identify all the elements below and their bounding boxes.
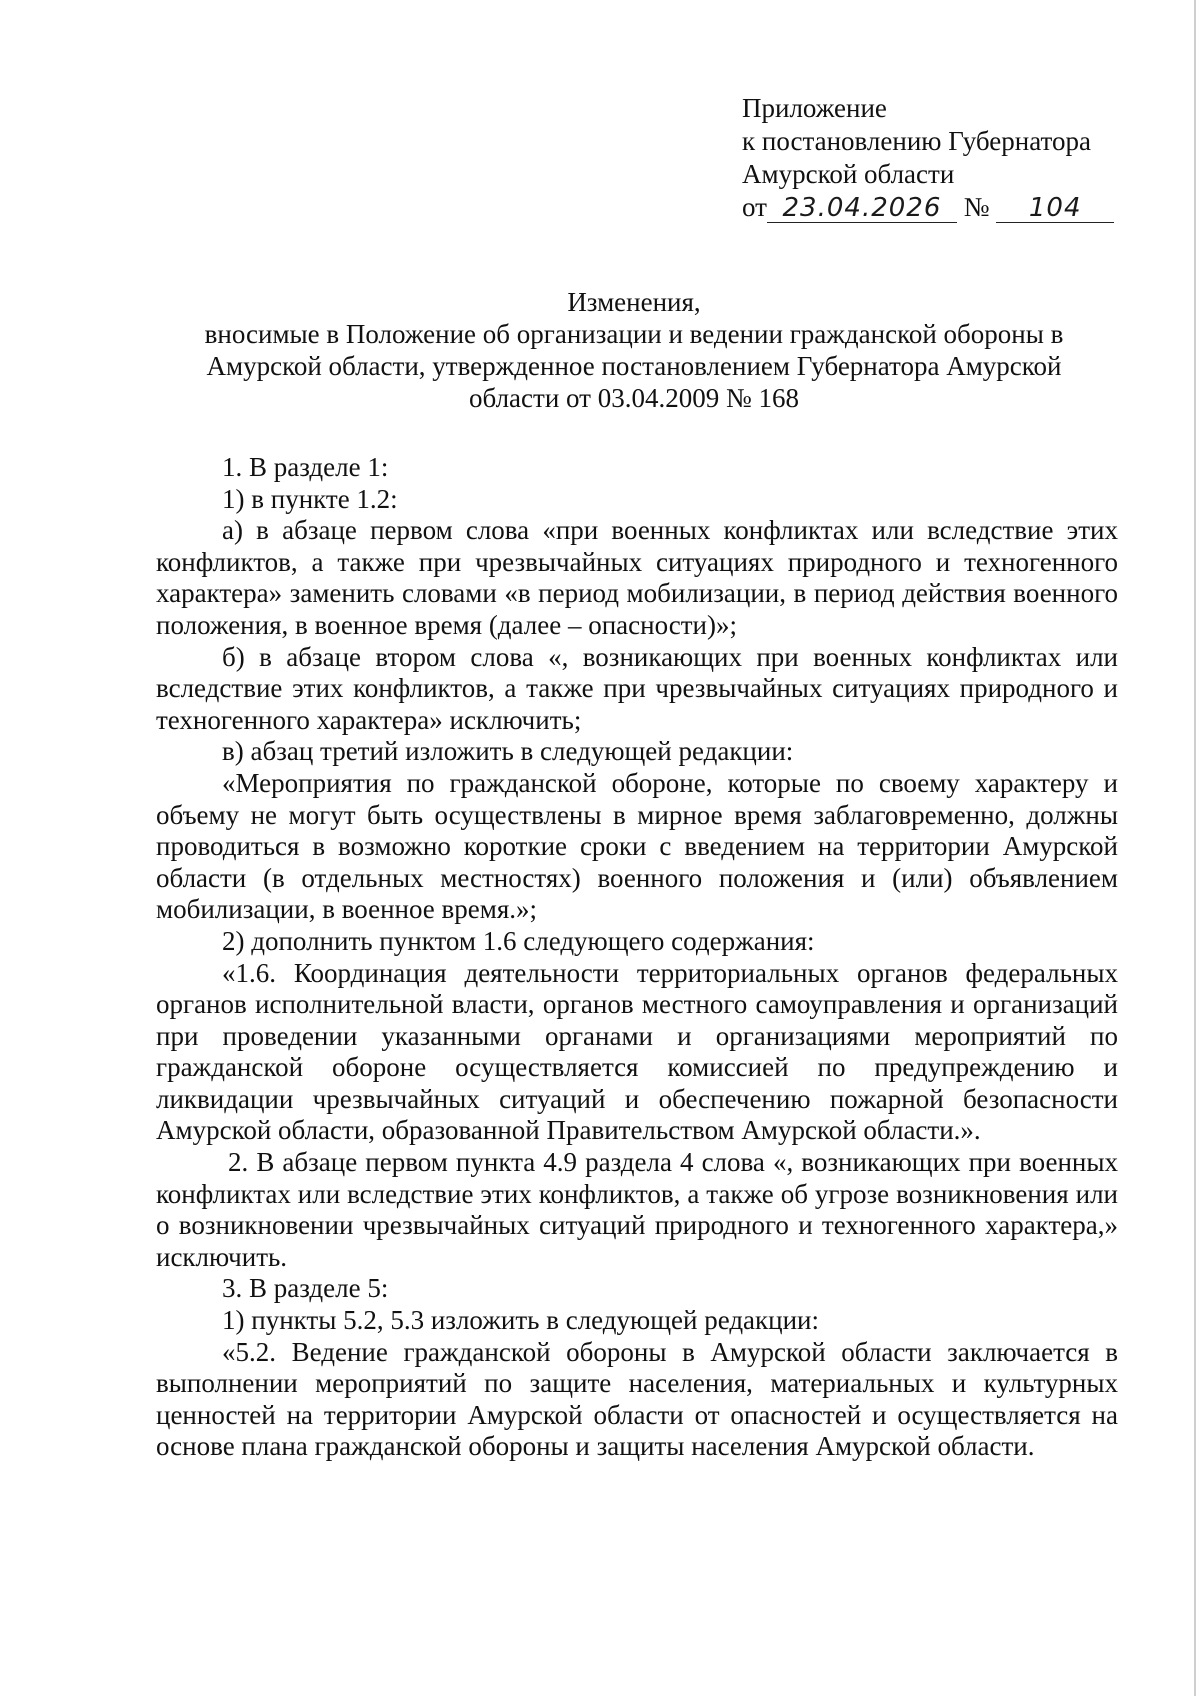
number-sign: № [963, 192, 990, 222]
title-subtitle-line-2: Амурской области, утвержденное постановлением Губернатора Амурской [206, 351, 1062, 381]
paragraph-section-5: 3. В разделе 5: [222, 1273, 389, 1304]
attachment-line-2: к постановлению Губернатора [742, 126, 1091, 156]
paragraph-item-1-2: 1) в пункте 1.2: [222, 483, 398, 514]
paragraph-section-1: 1. В разделе 1: [222, 452, 389, 482]
title-subtitle-line-3: области от 03.04.2009 № 168 [469, 383, 799, 413]
attachment-line-3: Амурской области [742, 159, 955, 189]
attachment-line-1: Приложение [742, 93, 887, 123]
handwritten-date: 23.04.2026 [767, 194, 957, 223]
paragraph-item-1-6-add: 2) дополнить пунктом 1.6 следующего содержания: [222, 925, 815, 956]
document-title [150, 286, 1118, 414]
paragraph-quote-measures: «Мероприятия по гражданской обороне, которые по своему характеру и объему не могут быть осуществлены в мирное время заблаговременно, должны проводиться в возможно короткие сроки с введением на территории Амурской области (в отдельных местностях) военного положения и (или) объявлением мобилизации, в военное время.»; [156, 767, 1118, 925]
handwritten-number: 104 [996, 194, 1114, 223]
paragraph-subitem-b: б) в абзаце втором слова «, возникающих при военных конфликтах или вследствие этих конфликтов, а также при чрезвычайных ситуациях природного и техногенного характера» исключить; [156, 641, 1118, 735]
date-prefix: от [742, 192, 767, 222]
document-body [156, 452, 1118, 1463]
attachment-block [742, 92, 1114, 224]
title-subtitle-line-1: вносимые в Положение об организации и ведении гражданской обороны в [204, 319, 1064, 349]
paragraph-quote-1-6: «1.6. Координация деятельности территориальных органов федеральных органов исполнительной власти, органов местного самоуправления и организаций при проведении указанными органами и организациями мероприятий по гражданской обороне осуществляется комиссией по предупреждению и ликвидации чрезвычайных ситуаций и обеспечению пожарной безопасности Амурской области, образованной Правительством Амурской области.». [156, 957, 1118, 1146]
paragraph-subitem-v: в) абзац третий изложить в следующей редакции: [222, 736, 794, 767]
scan-edge-line [1194, 0, 1196, 1696]
paragraph-section-4-9: 2. В абзаце первом пункта 4.9 раздела 4 слова «, возникающих при военных конфликтах или вследствие этих конфликтов, а также об угрозе возникновения или о возникновении чрезвычайных ситуаций природного и техногенного характера,» исключить. [156, 1147, 1118, 1272]
paragraph-items-5-2-5-3: 1) пункты 5.2, 5.3 изложить в следующей редакции: [222, 1305, 820, 1336]
paragraph-quote-5-2: «5.2. Ведение гражданской обороны в Амурской области заключается в выполнении мероприятий по защите населения, материальных и культурных ценностей на территории Амурской области от опасностей и осуществляется на основе плана гражданской обороны и защиты населения Амурской области. [156, 1336, 1118, 1462]
attachment-date-line [742, 191, 1114, 224]
paragraph-subitem-a: а) в абзаце первом слова «при военных конфликтах или вследствие этих конфликтов, а также при чрезвычайных ситуациях природного и техногенного характера» заменить словами «в период мобилизации, в период действия военного положения, в военное время (далее – опасности)»; [156, 515, 1118, 640]
title-heading: Изменения, [567, 287, 701, 317]
